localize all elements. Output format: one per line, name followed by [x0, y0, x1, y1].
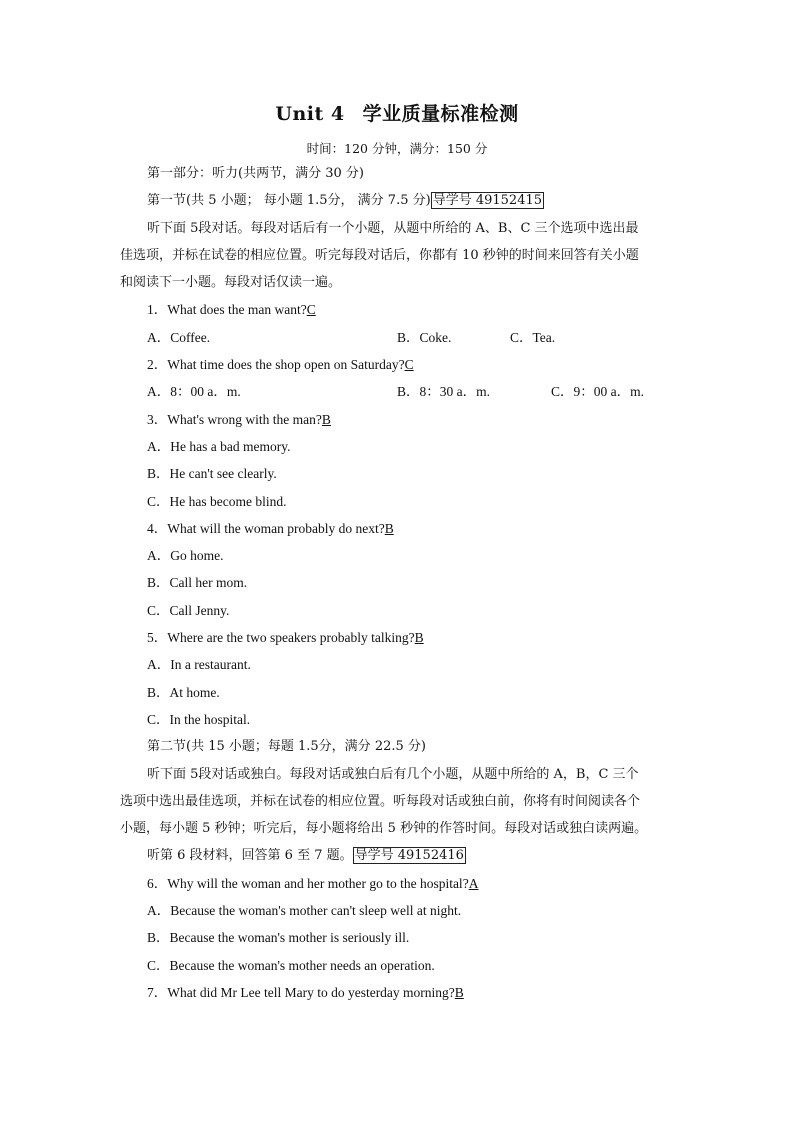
page-title	[0, 99, 794, 126]
material-heading: 听第 6 段材料，回答第 6 至 7 题。 导学号 49152416	[147, 848, 464, 864]
section1-heading: 第一节(共 5 小题； 每小题 1.5分， 满分 7.5 分) 导学号 49152415	[147, 193, 543, 209]
question-stem: 6．Why will the woman and her mother go to the hospital?A	[120, 870, 680, 897]
part-label: 第一部分：听力(共两节，满分 30 分)	[147, 166, 364, 181]
question-stem: 3．What's wrong with the man?B	[120, 406, 680, 433]
question-stem: 7．What did Mr Lee tell Mary to do yesterday morning?B	[120, 979, 680, 1006]
option-c: C．Tea.	[510, 329, 556, 345]
option-b: B．8：30 a．m.	[397, 384, 490, 400]
answer-mark: B	[321, 411, 331, 427]
question-stem: 2．What time does the shop open on Saturday?C	[120, 351, 680, 378]
question-stem: 5．Where are the two speakers probably talking?B	[120, 624, 680, 651]
option-b: B．Because the woman's mother is seriously ill.	[147, 930, 410, 946]
answer-mark: C	[306, 302, 316, 318]
answer-mark: B	[454, 984, 464, 1000]
option-a: A．Go home.	[147, 548, 224, 564]
exam-content	[120, 160, 680, 1006]
guide-code: 导学号 49152415	[432, 193, 543, 209]
instruction-line: 选项中选出最佳选项，并标在试卷的相应位置。听每段对话或独白前，你将有时间阅读各个	[120, 793, 641, 809]
section2-heading: 第二节(共 15 小题；每题 1.5分，满分 22.5 分)	[147, 739, 426, 755]
time-line: 时间：120 分钟，满分：150 分	[306, 141, 488, 156]
option-b: B．He can't see clearly.	[147, 466, 277, 482]
option-row	[120, 324, 680, 351]
instruction-line: 听下面 5段对话。每段对话后有一个小题，从题中所给的 A、B、C 三个选项中选出最	[147, 220, 639, 236]
title-unit: Unit 4	[275, 103, 345, 125]
instruction-line: 佳选项，并标在试卷的相应位置。听完每段对话后，你都有 10 秒钟的时间来回答有关小题	[120, 247, 639, 263]
answer-mark: C	[404, 357, 414, 373]
instruction-line: 听下面 5段对话或独白。每段对话或独白后有几个小题，从题中所给的 A，B，C 三个	[147, 766, 639, 782]
option-b: B．Coke.	[397, 329, 452, 345]
option-c: C．He has become blind.	[147, 493, 287, 509]
option-c: C．Call Jenny.	[147, 602, 230, 618]
answer-mark: A	[468, 875, 479, 891]
option-c: C．In the hospital.	[147, 711, 251, 727]
option-a: A．In a restaurant.	[147, 657, 251, 673]
option-a: A．Coffee.	[147, 329, 211, 345]
option-c: C．9：00 a．m.	[551, 384, 644, 400]
option-row	[120, 378, 680, 405]
instruction-line: 小题，每小题 5 秒钟；听完后，每小题将给出 5 秒钟的作答时间。每段对话或独白读两遍。	[120, 821, 648, 837]
guide-code: 导学号 49152416	[354, 848, 464, 864]
option-a: A．Because the woman's mother can't sleep well at night.	[147, 903, 462, 919]
title-name: 学业质量标准检测	[362, 103, 519, 125]
question-stem: 4．What will the woman probably do next?B	[120, 515, 680, 542]
option-b: B．At home.	[147, 684, 220, 700]
answer-mark: B	[384, 520, 394, 536]
option-b: B．Call her mom.	[147, 575, 248, 591]
option-a: A．8：00 a．m.	[147, 384, 241, 400]
answer-mark: B	[414, 630, 424, 646]
question-stem: 1．What does the man want?C	[120, 296, 680, 323]
option-a: A．He has a bad memory.	[147, 438, 291, 454]
instruction-line: 和阅读下一小题。每段对话仅读一遍。	[120, 275, 342, 291]
option-c: C．Because the woman's mother needs an operation.	[147, 957, 435, 973]
